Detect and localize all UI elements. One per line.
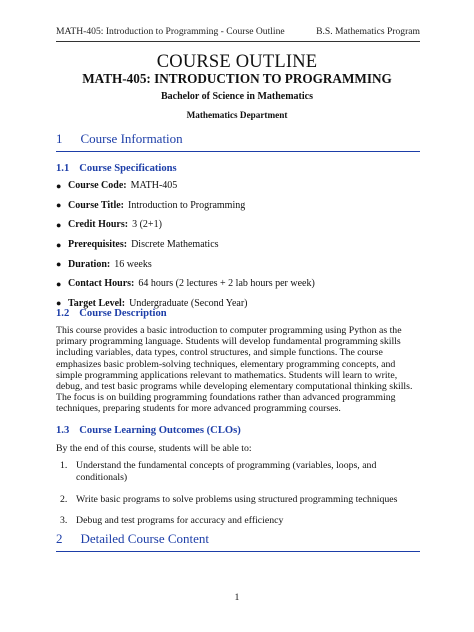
list-item [56, 235, 315, 255]
section-rule [56, 551, 420, 552]
section-number: 1 [56, 131, 63, 146]
subsection-heading-course-specifications [56, 163, 177, 174]
list-item [56, 215, 315, 235]
spec-value: MATH-405 [130, 180, 178, 192]
list-item [56, 176, 315, 196]
department-name: Mathematics Department [186, 110, 288, 120]
item-number: 1. [60, 460, 68, 471]
program-name: Bachelor of Science in Mathematics [160, 91, 313, 102]
section-number: 2 [56, 531, 63, 546]
spec-label: Course Title: [68, 199, 125, 211]
spec-label: Course Code: [68, 180, 127, 192]
section-title: Detailed Course Content [80, 531, 210, 546]
item-number: 3. [60, 515, 68, 527]
bullet-icon: ● [56, 278, 62, 289]
spec-value: 16 weeks [114, 258, 152, 270]
list-item [56, 254, 315, 274]
learning-outcomes-list [60, 460, 422, 537]
learning-outcomes-intro: By the end of this course, students will be able to: [56, 443, 252, 454]
subsection-heading-learning-outcomes [56, 425, 241, 436]
spec-label: Target Level: [68, 297, 126, 309]
spec-value: 64 hours (2 lectures + 2 lab hours per week) [138, 278, 315, 290]
course-specifications-list [56, 176, 315, 313]
subsection-number: 1.2 [56, 308, 70, 319]
section-heading-course-information [56, 131, 420, 147]
spec-label: Credit Hours: [68, 219, 129, 231]
running-header-right: B.S. Mathematics Program [316, 26, 420, 37]
section-rule [56, 151, 420, 152]
spec-value: Undergraduate (Second Year) [129, 297, 248, 309]
document-title: COURSE OUTLINE [156, 52, 318, 72]
subsection-number: 1.1 [56, 163, 70, 174]
spec-value: Introduction to Programming [128, 199, 246, 211]
bullet-icon: ● [56, 200, 62, 211]
item-text: Debug and test programs for accuracy and efficiency [76, 515, 284, 527]
spec-value: Discrete Mathematics [131, 239, 219, 251]
spec-label: Contact Hours: [68, 278, 135, 290]
spec-value: 3 (2+1) [132, 219, 162, 231]
running-header [56, 26, 420, 40]
bullet-icon: ● [56, 180, 62, 191]
bullet-icon: ● [56, 219, 62, 230]
course-description-text: This course provides a basic introduction to computer programming using Python as the primary programming language. Students will develop fundamental programming skills including variables, data types, control structures, and simple functions. The course emphasizes basic problem-solving techniques, elementary programming concepts, and simple programming applications relevant to mathematics. Students will learn to write, debug, and test basic programs while developing elementary computational thinking skills. The focus is on building programming foundations rather than advanced programming techniques, preparing students for more advanced programming courses. [56, 325, 413, 415]
section-title: Course Information [80, 131, 183, 146]
header-rule [56, 41, 420, 42]
list-item [60, 460, 422, 484]
bullet-icon: ● [56, 298, 62, 309]
item-number: 2. [60, 493, 68, 505]
list-item [60, 515, 422, 527]
running-header-left: MATH-405: Introduction to Programming - Course Outline [56, 26, 285, 37]
course-title-heading: MATH-405: INTRODUCTION TO PROGRAMMING [82, 71, 392, 86]
section-heading-detailed-course-content [56, 531, 420, 547]
subsection-number: 1.3 [56, 425, 70, 436]
subsection-title: Course Description [79, 308, 167, 319]
page-number: 1 [234, 592, 240, 603]
item-text: Understand the fundamental concepts of programming (variables, loops, and conditionals) [76, 460, 377, 483]
list-item [56, 274, 315, 294]
list-item [56, 196, 315, 216]
subsection-title: Course Specifications [79, 163, 177, 174]
bullet-icon: ● [56, 259, 62, 270]
subsection-title: Course Learning Outcomes (CLOs) [79, 425, 241, 436]
list-item [60, 494, 422, 506]
bullet-icon: ● [56, 239, 62, 250]
spec-label: Duration: [68, 258, 111, 270]
spec-label: Prerequisites: [68, 239, 128, 251]
item-text: Write basic programs to solve problems using structured programming techniques [76, 493, 398, 505]
subsection-heading-course-description [56, 308, 167, 319]
